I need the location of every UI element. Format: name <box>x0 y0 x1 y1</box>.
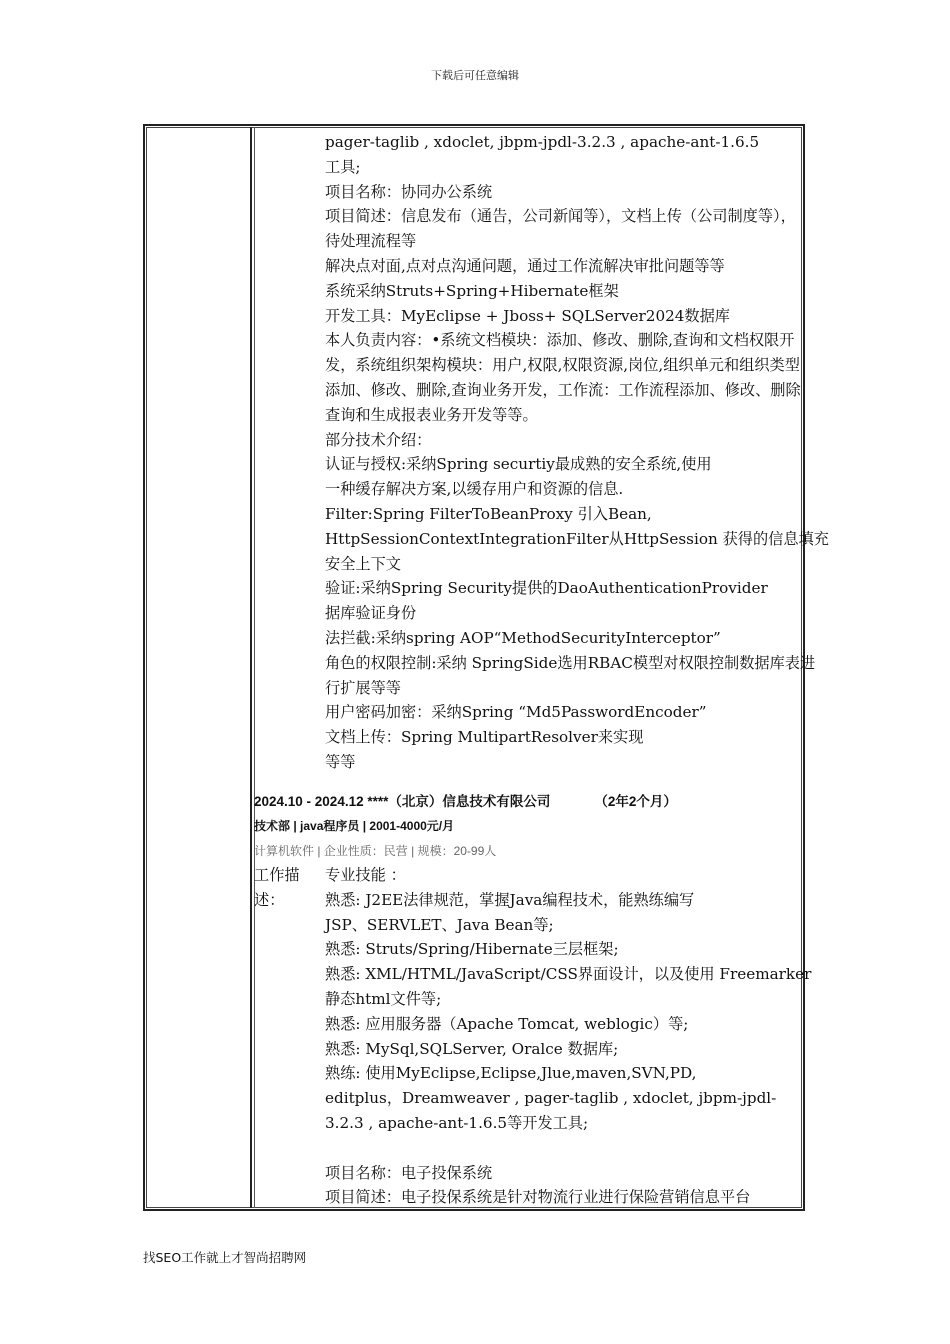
text-line: editplus，Dreamweaver , pager-taglib , xdoclet, jbpm-jpdl- <box>325 1089 777 1108</box>
text-line: 项目名称：电子投保系统 <box>325 1163 493 1182</box>
project-description-block <box>325 130 829 775</box>
text-line: 验证:采纳Spring Security提供的DaoAuthenticationProvider <box>325 579 768 598</box>
text-line: 熟悉: 应用服务器（Apache Tomcat, weblogic）等; <box>325 1014 689 1033</box>
text-line: 熟悉: MySql,SQLServer, Oralce 数据库; <box>325 1039 619 1058</box>
text-line: 文档上传：Spring MultipartResolver来实现 <box>325 728 644 747</box>
text-line: 系统采纳Struts+Spring+Hibernate框架 <box>325 281 619 300</box>
text-line: 一种缓存解决方案,以缓存用户和资源的信息. <box>325 480 624 499</box>
text-line: JSP、SERVLET、Java Bean等; <box>325 915 554 934</box>
text-line: 熟练: 使用MyEclipse,Eclipse,Jlue,maven,SVN,PD, <box>325 1064 697 1083</box>
job-duration: （2年2个月） <box>594 794 677 809</box>
text-line: 本人负责内容：•系统文档模块：添加、修改、删除,查询和文档权限开 <box>325 331 795 350</box>
page-header-note: 下载后可任意编辑 <box>431 69 519 82</box>
text-line: 安全上下文 <box>325 554 401 573</box>
text-line: 查询和生成报表业务开发等等。 <box>325 405 538 424</box>
text-line: 开发工具：MyEclipse + Jboss+ SQLServer2024数据库 <box>325 306 730 325</box>
text-line: 据库验证身份 <box>325 604 417 623</box>
text-line: 法拦截:采纳spring AOP“MethodSecurityInterceptor” <box>325 628 721 647</box>
text-line: 用户密码加密：采纳Spring “Md5PasswordEncoder” <box>325 703 707 722</box>
text-line: 部分技术介绍： <box>325 430 432 449</box>
text-line: 熟悉: XML/HTML/JavaScript/CSS界面设计，以及使用 Freemarker <box>325 965 812 984</box>
text-line: 专业技能 ： <box>325 866 406 884</box>
text-line: 熟悉: Struts/Spring/Hibernate三层框架; <box>325 940 619 959</box>
work-description-label: 工作描述： <box>254 866 300 909</box>
blank-line <box>325 1136 811 1161</box>
column-divider-inner <box>254 127 255 1208</box>
text-line: 待处理流程等 <box>325 232 417 251</box>
text-line: 工具; <box>325 157 361 176</box>
text-line: 项目简述：电子投保系统是针对物流行业进行保险营销信息平台 <box>325 1188 751 1207</box>
text-line: 认证与授权:采纳Spring securtiy最成熟的安全系统,使用 <box>325 455 712 474</box>
job-company-heading <box>254 790 677 810</box>
column-divider <box>250 127 252 1208</box>
text-line: 项目名称：协同办公系统 <box>325 182 493 201</box>
text-line: 3.2.3 , apache-ant-1.6.5等开发工具; <box>325 1113 589 1132</box>
text-line: 添加、修改、删除,查询业务开发，工作流：工作流程添加、修改、删除 <box>325 380 801 399</box>
job-period-company: 2024.10 - 2024.12 ****（北京）信息技术有限公司 <box>254 794 551 809</box>
job-industry-line: 计算机软件 | 企业性质：民营 | 规模：20-99人 <box>254 844 497 858</box>
text-line: 解决点对面,点对点沟通问题，通过工作流解决审批问题等等 <box>325 256 725 275</box>
text-line: 项目简述：信息发布（通告，公司新闻等），文档上传（公司制度等）， <box>325 207 796 226</box>
text-line: Filter:Spring FilterToBeanProxy 引入Bean, <box>325 504 652 523</box>
text-line: 等等 <box>325 752 356 771</box>
text-line: 熟悉: J2EE法律规范，掌握Java编程技术，能熟练编写 <box>325 890 695 909</box>
text-line: pager-taglib , xdoclet, jbpm-jpdl-3.2.3 , apache-ant-1.6.5 <box>325 133 760 151</box>
page-footer-note: 找SEO工作就上才智尚招聘网 <box>143 1250 307 1265</box>
skills-block <box>325 863 811 1210</box>
text-line: HttpSessionContextIntegrationFilter从HttpSession 获得的信息填充 <box>325 529 829 548</box>
text-line: 静态html文件等; <box>325 989 442 1008</box>
job-department-line: 技术部 | java程序员 | 2001-4000元/月 <box>254 819 455 833</box>
text-line: 发，系统组织架构模块：用户,权限,权限资源,岗位,组织单元和组织类型 <box>325 356 800 375</box>
text-line: 行扩展等等 <box>325 678 401 697</box>
text-line: 角色的权限控制:采纳 SpringSide选用RBAC模型对权限控制数据库表进 <box>325 653 816 672</box>
